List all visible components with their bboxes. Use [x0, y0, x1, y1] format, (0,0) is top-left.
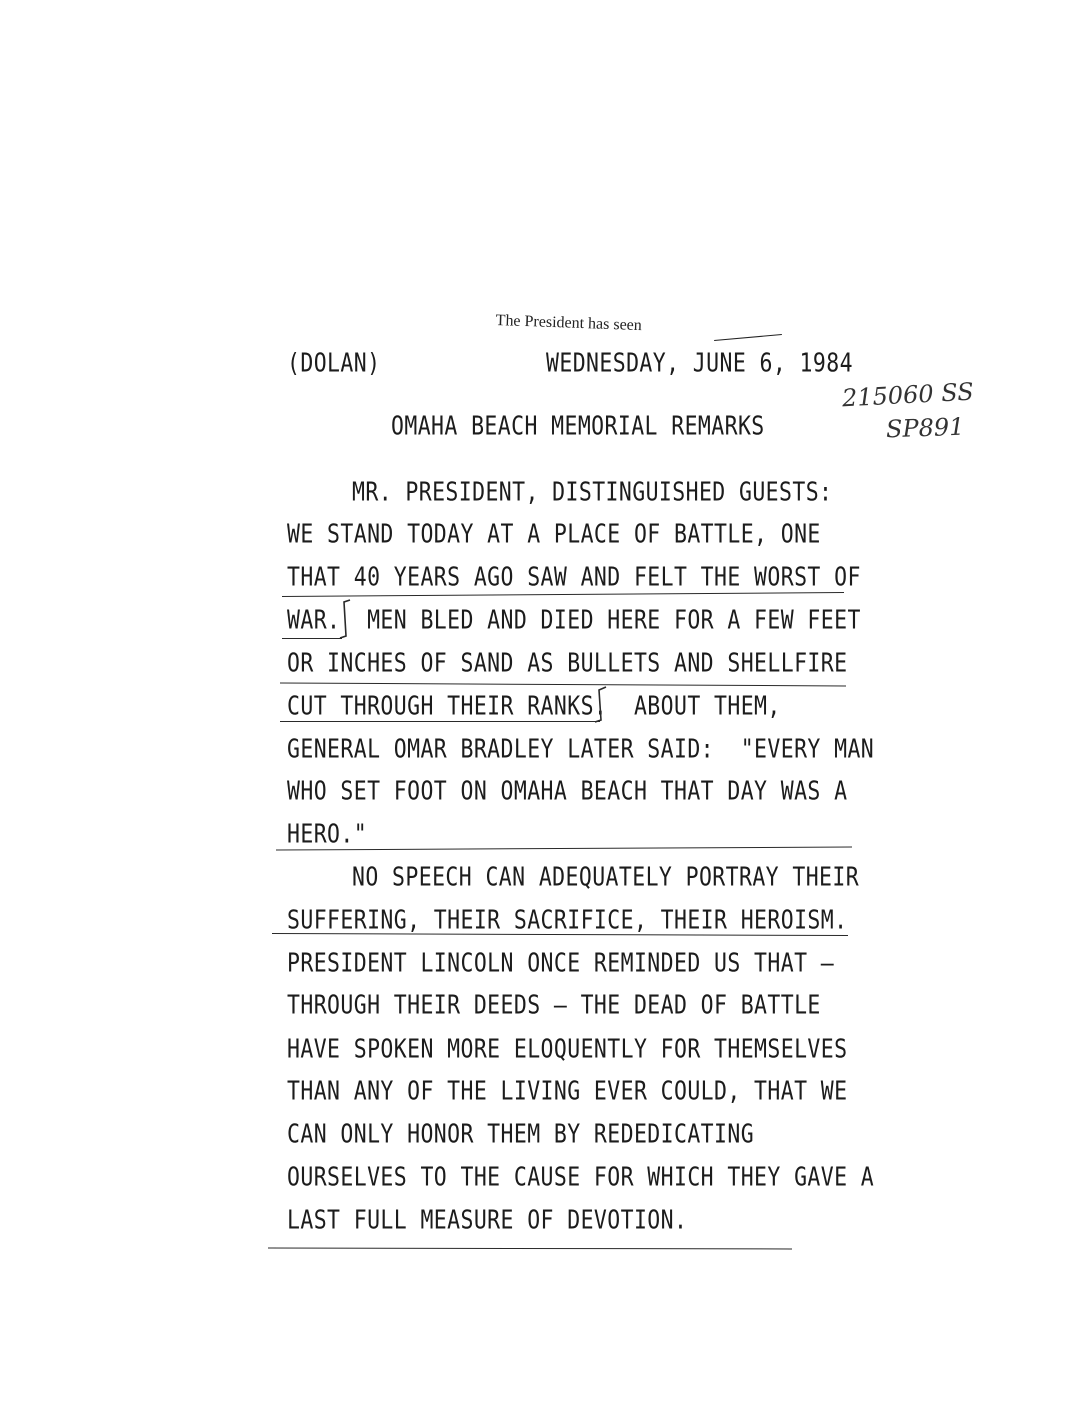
president-seen-stamp: The President has seen — [495, 312, 643, 335]
body-line: GENERAL OMAR BRADLEY LATER SAID: "EVERY MAN — [287, 735, 875, 765]
body-line: CUT THROUGH THEIR RANKS. ABOUT THEM, — [287, 692, 781, 722]
body-line: THAT 40 YEARS AGO SAW AND FELT THE WORST OF — [287, 563, 861, 593]
body-line: THAN ANY OF THE LIVING EVER COULD, THAT WE — [287, 1077, 848, 1107]
body-line: OR INCHES OF SAND AS BULLETS AND SHELLFIRE — [287, 649, 848, 679]
body-line: SUFFERING, THEIR SACRIFICE, THEIR HEROISM. — [287, 906, 848, 936]
body-line: THROUGH THEIR DEEDS — THE DEAD OF BATTLE — [287, 991, 821, 1021]
body-line: CAN ONLY HONOR THEM BY REDEDICATING — [287, 1120, 755, 1150]
handwritten-underline — [280, 683, 846, 687]
body-line: WHO SET FOOT ON OMAHA BEACH THAT DAY WAS A — [287, 777, 848, 807]
handwritten-code: SP891 — [885, 412, 965, 444]
body-line: LAST FULL MEASURE OF DEVOTION. — [287, 1206, 688, 1236]
body-line: HAVE SPOKEN MORE ELOQUENTLY FOR THEMSELVES — [287, 1035, 848, 1065]
handwritten-underline — [280, 721, 600, 722]
body-line: WE STAND TODAY AT A PLACE OF BATTLE, ONE — [287, 520, 821, 550]
handwritten-file-number: 215060 SS — [841, 377, 975, 413]
body-line: PRESIDENT LINCOLN ONCE REMINDED US THAT — — [287, 949, 835, 979]
section-break-mark — [336, 598, 356, 642]
body-line: MR. PRESIDENT, DISTINGUISHED GUESTS: — [352, 478, 833, 508]
stamp-underline — [714, 334, 782, 341]
body-line: OURSELVES TO THE CAUSE FOR WHICH THEY GAVE A — [287, 1163, 875, 1193]
body-line: NO SPEECH CAN ADEQUATELY PORTRAY THEIR — [352, 863, 860, 893]
handwritten-underline — [268, 1248, 792, 1250]
page-title: OMAHA BEACH MEMORIAL REMARKS — [391, 412, 765, 442]
handwritten-underline — [282, 592, 844, 597]
handwritten-underline — [282, 638, 342, 639]
document-date: WEDNESDAY, JUNE 6, 1984 — [546, 349, 853, 379]
author-name: (DOLAN) — [287, 349, 381, 379]
section-break-mark — [592, 684, 614, 726]
body-line: WAR. MEN BLED AND DIED HERE FOR A FEW FEET — [287, 606, 861, 636]
body-line: HERO." — [287, 820, 368, 850]
